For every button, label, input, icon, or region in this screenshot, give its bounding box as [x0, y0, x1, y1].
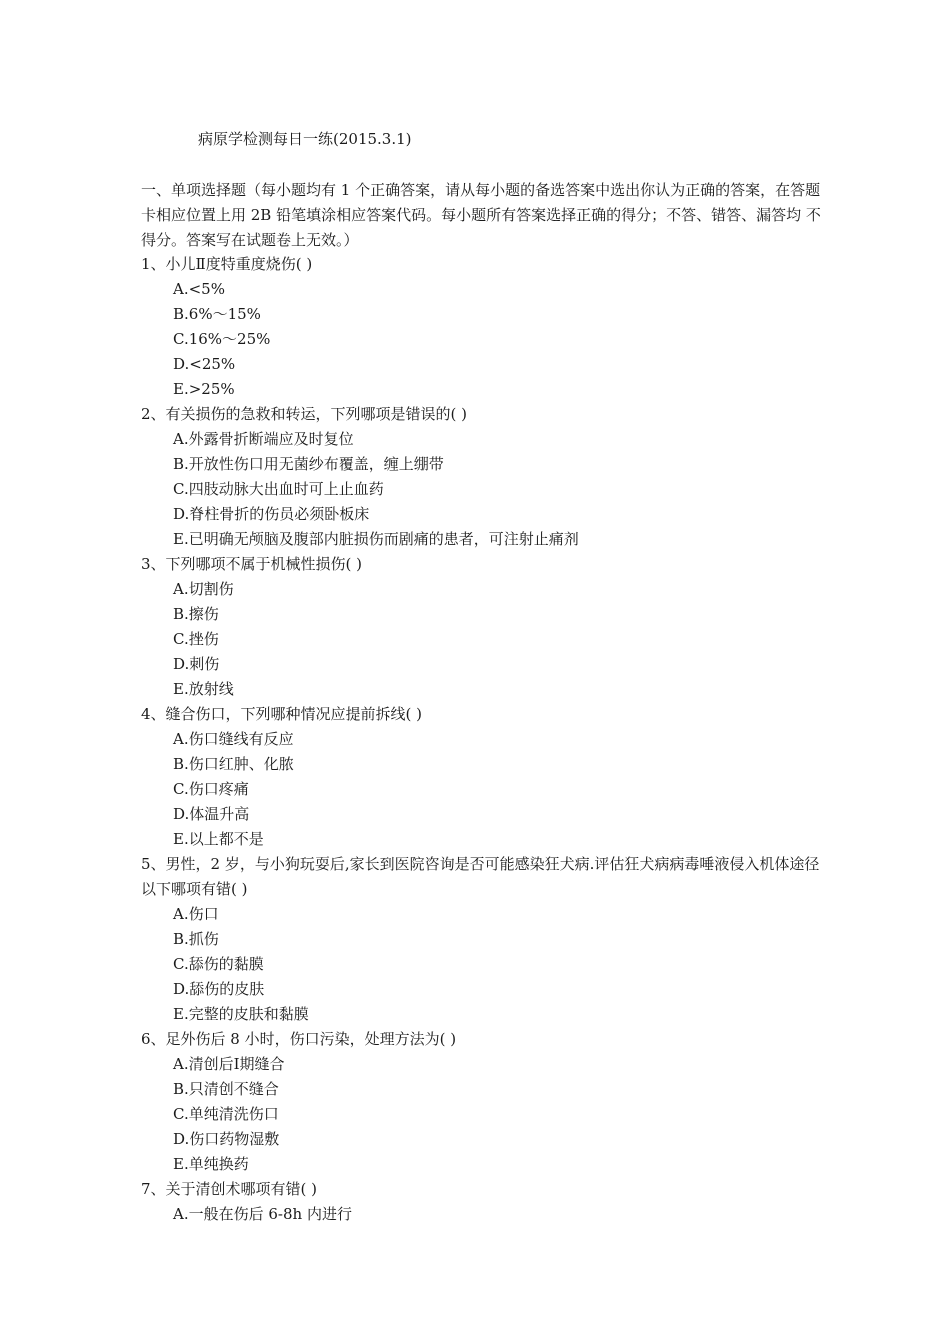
question-1 [141, 252, 821, 402]
option-c: C.舔伤的黏膜 [173, 955, 264, 973]
option-b: B.6%～15% [173, 305, 261, 323]
option-a: A.外露骨折断端应及时复位 [173, 430, 354, 448]
question-4 [141, 702, 821, 852]
option-e: E.以上都不是 [173, 830, 264, 848]
option-c: C.16%～25% [173, 330, 271, 348]
option-c: C.单纯清洗伤口 [173, 1105, 279, 1123]
option-a: A.切割伤 [173, 580, 234, 598]
question-stem: 5、男性，2 岁，与小狗玩耍后,家长到医院咨询是否可能感染狂犬病.评估狂犬病病毒唾液侵入机体途径以下哪项有错( ) [141, 855, 820, 898]
question-stem: 4、缝合伤口，下列哪种情况应提前拆线( ) [141, 705, 423, 723]
option-d: D.刺伤 [173, 655, 220, 673]
question-stem: 7、关于清创术哪项有错( ) [141, 1180, 318, 1198]
question-stem: 1、小儿Ⅱ度特重度烧伤( ) [141, 255, 313, 273]
option-e: E.已明确无颅脑及腹部内脏损伤而剧痛的患者，可注射止痛剂 [173, 530, 579, 548]
question-stem: 6、足外伤后 8 小时，伤口污染，处理方法为( ) [141, 1030, 457, 1048]
option-d: D.伤口药物湿敷 [173, 1130, 280, 1148]
question-3 [141, 552, 821, 702]
question-5 [141, 852, 821, 1027]
option-d: D.脊柱骨折的伤员必须卧板床 [173, 505, 370, 523]
option-c: C.四肢动脉大出血时可上止血药 [173, 480, 384, 498]
document-title: 病原学检测每日一练(2015.3.1) [198, 130, 412, 148]
option-c: C.伤口疼痛 [173, 780, 249, 798]
option-b: B.伤口红肿、化脓 [173, 755, 294, 773]
option-b: B.开放性伤口用无菌纱布覆盖，缠上绷带 [173, 455, 444, 473]
option-b: B.抓伤 [173, 930, 219, 948]
question-list [141, 252, 821, 1227]
option-d: D.<25% [173, 355, 236, 373]
option-a: A.一般在伤后 6-8h 内进行 [173, 1205, 352, 1223]
question-6 [141, 1027, 821, 1177]
option-a: A.清创后Ⅰ期缝合 [173, 1055, 285, 1073]
section-instructions: 一、单项选择题（每小题均有 1 个正确答案，请从每小题的备选答案中选出你认为正确的答案，在答题卡相应位置上用 2B 铅笔填涂相应答案代码。每小题所有答案选择正确的得分；不答、错答、漏答均 不得分。答案写在试题卷上无效。） [141, 181, 821, 249]
question-stem: 2、有关损伤的急救和转运，下列哪项是错误的( ) [141, 405, 468, 423]
option-e: E.>25% [173, 380, 235, 398]
option-a: A.伤口缝线有反应 [173, 730, 294, 748]
option-d: D.体温升高 [173, 805, 250, 823]
option-b: B.只清创不缝合 [173, 1080, 279, 1098]
option-a: A.<5% [173, 280, 225, 298]
question-7 [141, 1177, 821, 1227]
question-2 [141, 402, 821, 552]
option-e: E.完整的皮肤和黏膜 [173, 1005, 309, 1023]
option-c: C.挫伤 [173, 630, 219, 648]
option-b: B.擦伤 [173, 605, 219, 623]
option-e: E.放射线 [173, 680, 234, 698]
question-stem: 3、下列哪项不属于机械性损伤( ) [141, 555, 363, 573]
option-e: E.单纯换药 [173, 1155, 249, 1173]
option-d: D.舔伤的皮肤 [173, 980, 265, 998]
option-a: A.伤口 [173, 905, 219, 923]
